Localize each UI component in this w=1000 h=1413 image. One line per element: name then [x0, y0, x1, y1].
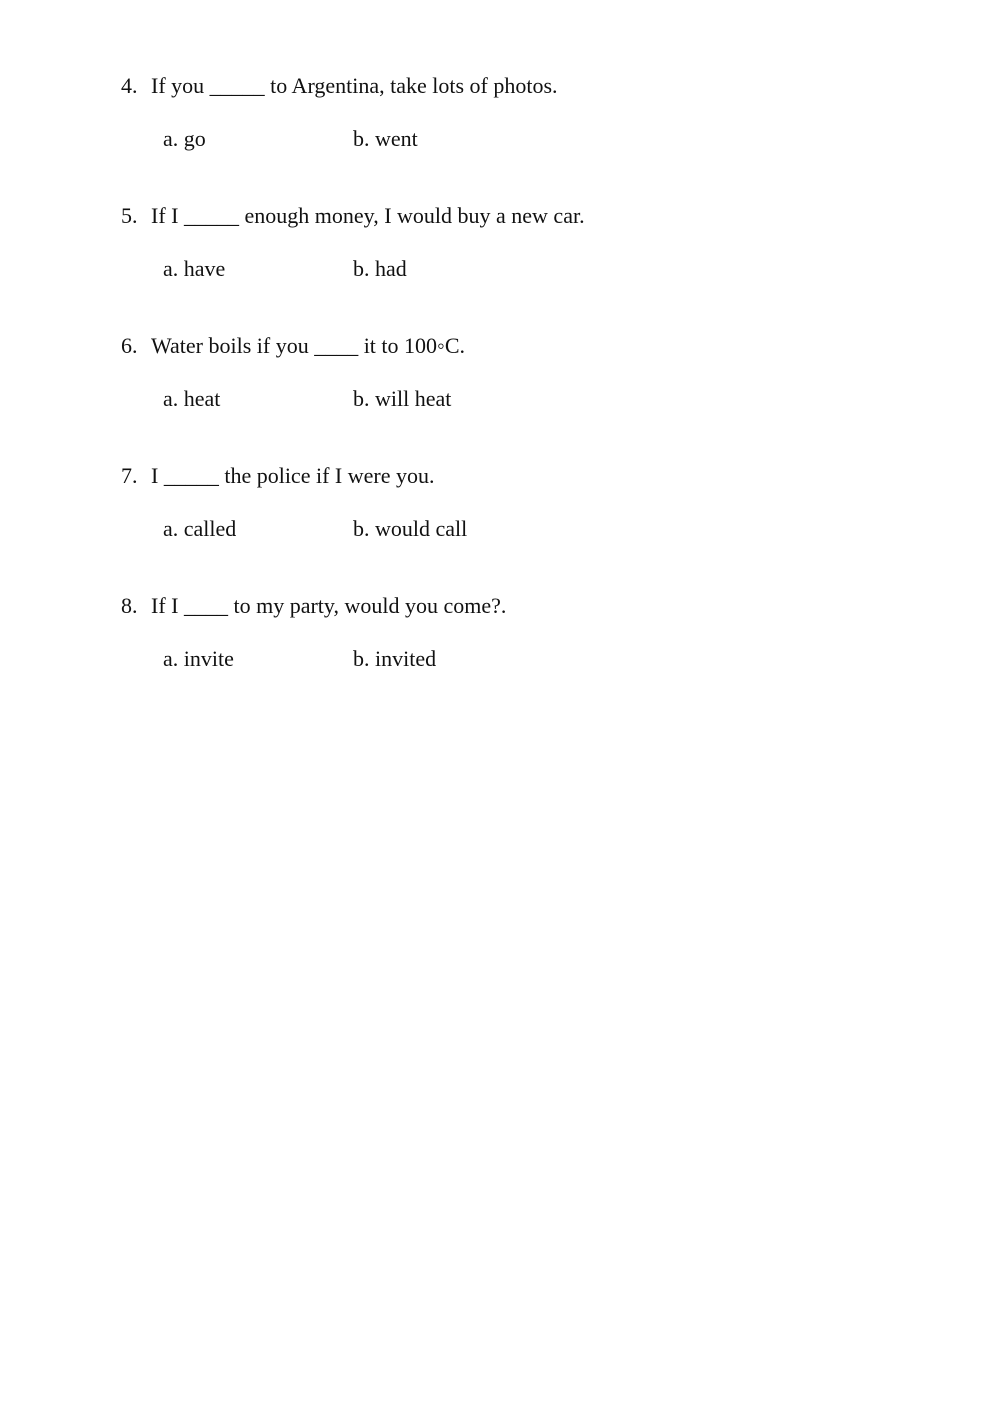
- question-stem: [121, 70, 941, 102]
- question-text: I _____ the police if I were you.: [151, 463, 435, 488]
- option-b[interactable]: b. invited: [353, 646, 437, 671]
- option-b[interactable]: b. will heat: [353, 386, 452, 411]
- answer-options: [121, 253, 941, 285]
- question-text: If I _____ enough money, I would buy a new car.: [151, 203, 585, 228]
- question-stem: [121, 200, 941, 232]
- question-text: Water boils if you ____ it to 100◦C.: [151, 333, 466, 358]
- option-a[interactable]: a. called: [163, 516, 237, 541]
- option-b[interactable]: b. had: [353, 256, 407, 281]
- question-text: If you _____ to Argentina, take lots of photos.: [151, 73, 558, 98]
- question-8: [121, 590, 941, 675]
- option-a[interactable]: a. go: [163, 126, 206, 151]
- question-text: If I ____ to my party, would you come?.: [151, 593, 507, 618]
- option-a[interactable]: a. have: [163, 256, 226, 281]
- option-a[interactable]: a. heat: [163, 386, 221, 411]
- answer-options: [121, 383, 941, 415]
- question-stem: [121, 330, 941, 362]
- question-5: [121, 200, 941, 285]
- question-number: 6.: [121, 333, 138, 358]
- answer-options: [121, 123, 941, 155]
- question-6: [121, 330, 941, 415]
- question-number: 4.: [121, 73, 138, 98]
- question-stem: [121, 590, 941, 622]
- option-b[interactable]: b. would call: [353, 516, 468, 541]
- question-stem: [121, 460, 941, 492]
- question-4: [121, 70, 941, 155]
- question-number: 5.: [121, 203, 138, 228]
- question-number: 8.: [121, 593, 138, 618]
- answer-options: [121, 513, 941, 545]
- option-b[interactable]: b. went: [353, 126, 418, 151]
- question-number: 7.: [121, 463, 138, 488]
- option-a[interactable]: a. invite: [163, 646, 234, 671]
- question-7: [121, 460, 941, 545]
- answer-options: [121, 643, 941, 675]
